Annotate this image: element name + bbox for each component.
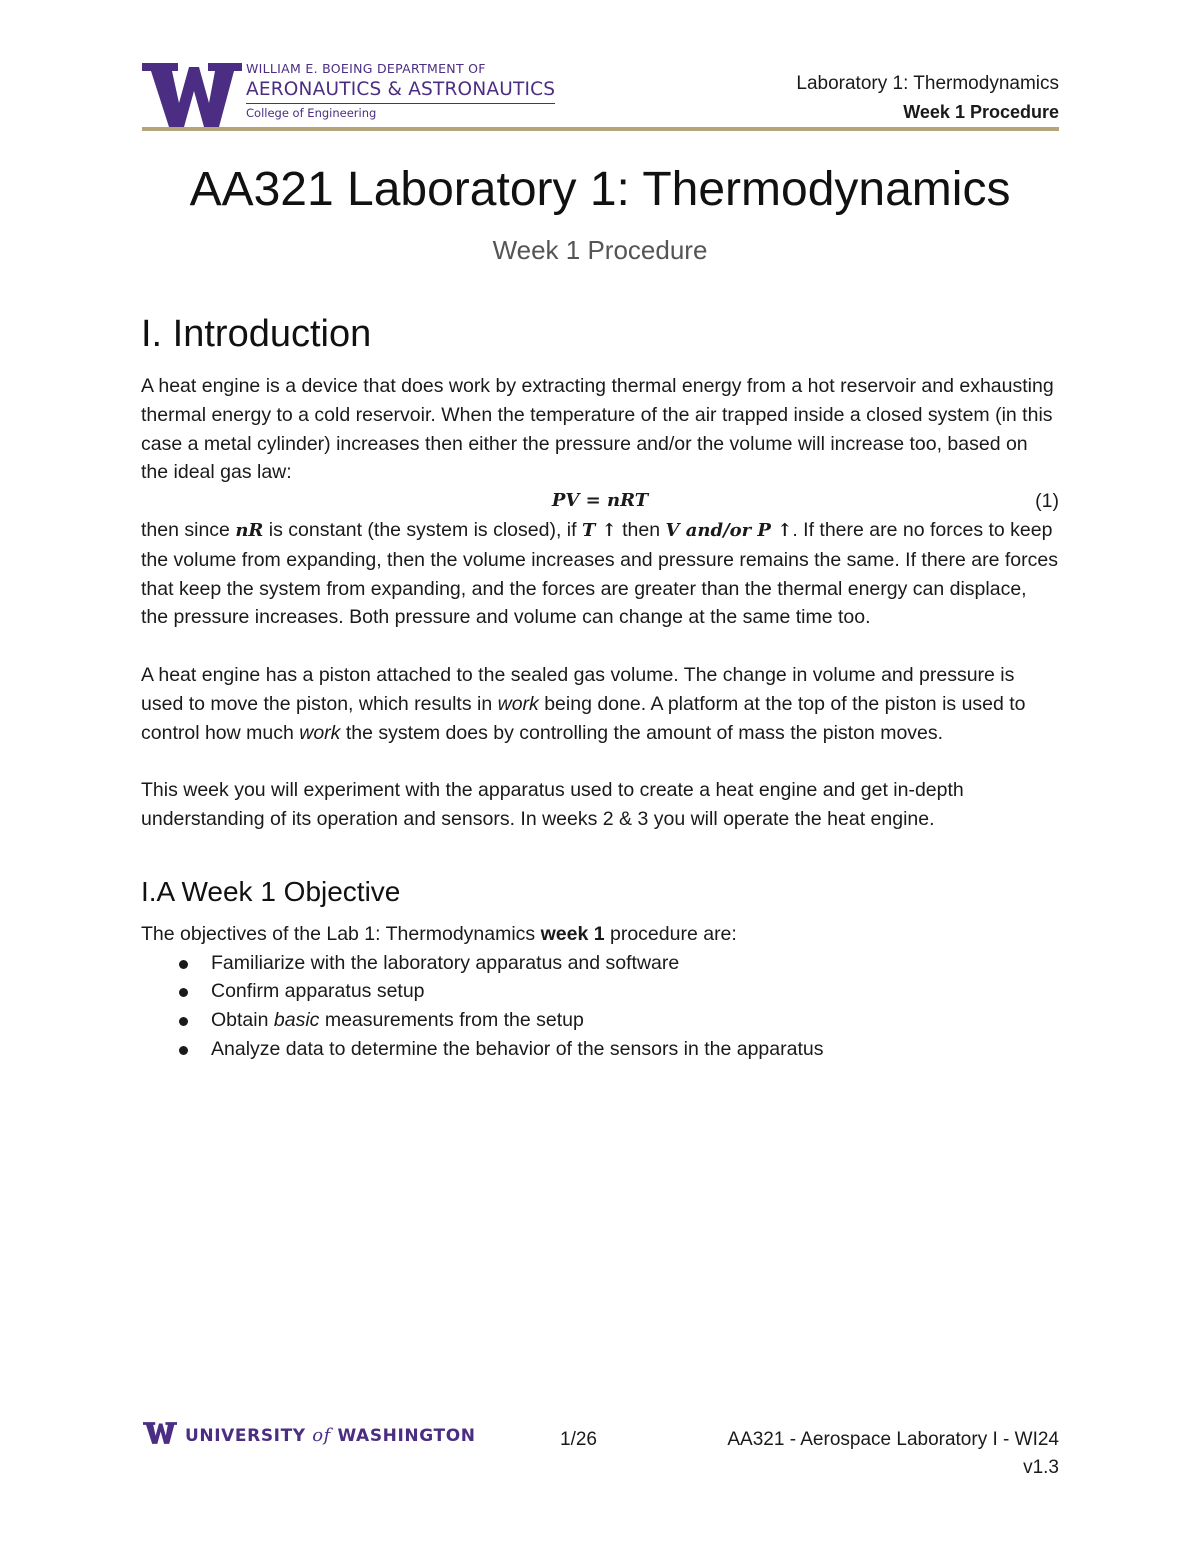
math-nR: nR bbox=[235, 519, 264, 541]
intro-paragraph-4: This week you will experiment with the apparatus used to create a heat engine and get in-depth understanding of its operation and sensors. In weeks 2 & 3 you will operate the heat engine. bbox=[141, 779, 964, 830]
list-item-text: Obtain bbox=[211, 1009, 274, 1032]
math-T-up: T ↑ bbox=[581, 519, 617, 541]
page-header bbox=[142, 60, 1059, 132]
text-run: The objectives of the Lab 1: Thermodynamics bbox=[141, 922, 541, 945]
document-version: v1.3 bbox=[1023, 1457, 1059, 1478]
document-title: AA321 Laboratory 1: Thermodynamics bbox=[189, 163, 1011, 216]
intro-paragraph-2 bbox=[141, 516, 1059, 632]
emphasis-basic: basic bbox=[273, 1009, 320, 1032]
wordmark-of: of bbox=[312, 1425, 331, 1446]
wordmark-university: UNIVERSITY bbox=[185, 1426, 306, 1446]
page-number: 1/26 bbox=[560, 1429, 597, 1450]
bullet-icon bbox=[179, 1017, 188, 1026]
list-item bbox=[141, 1035, 1059, 1064]
list-item-text: Confirm apparatus setup bbox=[211, 980, 425, 1003]
list-item bbox=[141, 977, 1059, 1006]
text-run: is constant (the system is closed), if bbox=[263, 518, 582, 541]
bullet-icon bbox=[179, 960, 188, 969]
header-week-title: Week 1 Procedure bbox=[903, 102, 1059, 122]
emphasis-week-1: week 1 bbox=[540, 922, 605, 945]
equation-number: (1) bbox=[1035, 490, 1059, 513]
list-item bbox=[141, 1006, 1059, 1035]
dept-name-line2: AERONAUTICS & ASTRONAUTICS bbox=[246, 78, 555, 104]
document-subtitle: Week 1 Procedure bbox=[492, 235, 708, 265]
text-run: being done. A platform at the top of the piston is used to control how much bbox=[141, 692, 1026, 744]
emphasis-work: work bbox=[299, 721, 341, 744]
wordmark-washington: WASHINGTON bbox=[337, 1426, 476, 1446]
math-V-P-up: V and/or P ↑ bbox=[665, 519, 793, 541]
uw-footer-logo bbox=[143, 1422, 476, 1449]
uw-w-small-icon bbox=[143, 1422, 177, 1449]
objectives-list bbox=[141, 949, 1059, 1064]
footer-course-info bbox=[727, 1426, 1059, 1482]
text-run: then bbox=[616, 518, 666, 541]
bullet-icon bbox=[179, 1046, 188, 1055]
document-body bbox=[141, 308, 1059, 1064]
uw-w-logo-icon bbox=[142, 63, 242, 127]
text-run: . If there are no forces to keep the volume from expanding, then the volume increases and pressure remains the same. If there are forces that keep the system from expanding, and the forces are greater than the thermal energy can displace, the pressure increases. Both pressure and volume can change at the same time too. bbox=[141, 518, 1058, 629]
introduction-heading: I. Introduction bbox=[141, 313, 372, 355]
header-right bbox=[796, 70, 1059, 126]
text-run: then since bbox=[141, 518, 236, 541]
intro-paragraph-3 bbox=[141, 661, 1059, 747]
equation-row bbox=[141, 487, 1059, 516]
course-name: AA321 - Aerospace Laboratory I - WI24 bbox=[727, 1429, 1059, 1450]
list-item bbox=[141, 949, 1059, 978]
dept-name-line1: WILLIAM E. BOEING DEPARTMENT OF bbox=[246, 61, 486, 76]
emphasis-work: work bbox=[497, 692, 539, 715]
text-run: the system does by controlling the amount of mass the piston moves. bbox=[340, 721, 944, 744]
list-item-text: measurements from the setup bbox=[319, 1009, 584, 1032]
list-item-text: Familiarize with the laboratory apparatus and software bbox=[211, 951, 680, 974]
header-divider bbox=[142, 127, 1059, 131]
header-lab-title: Laboratory 1: Thermodynamics bbox=[796, 73, 1059, 94]
bullet-icon bbox=[179, 988, 188, 997]
ideal-gas-equation: PV = nRT bbox=[551, 490, 649, 512]
objective-lead bbox=[141, 920, 1059, 949]
intro-paragraph-1: A heat engine is a device that does work by extracting thermal energy from a hot reservoir and exhausting thermal energy to a cold reservoir. When the temperature of the air trapped inside a closed system (in this case a metal cylinder) increases then either the pressure and/or the volume will increase too, based on the ideal gas law: bbox=[141, 375, 1054, 484]
text-run: A heat engine has a piston attached to the sealed gas volume. The change in volume and pressure is used to move the piston, which results in bbox=[141, 663, 1015, 715]
university-wordmark bbox=[185, 1425, 476, 1446]
text-run: procedure are: bbox=[604, 922, 737, 945]
department-wordmark bbox=[246, 60, 555, 122]
list-item-text: Analyze data to determine the behavior of the sensors in the apparatus bbox=[211, 1037, 824, 1060]
college-name: College of Engineering bbox=[246, 106, 377, 120]
objective-heading: I.A Week 1 Objective bbox=[141, 875, 401, 907]
